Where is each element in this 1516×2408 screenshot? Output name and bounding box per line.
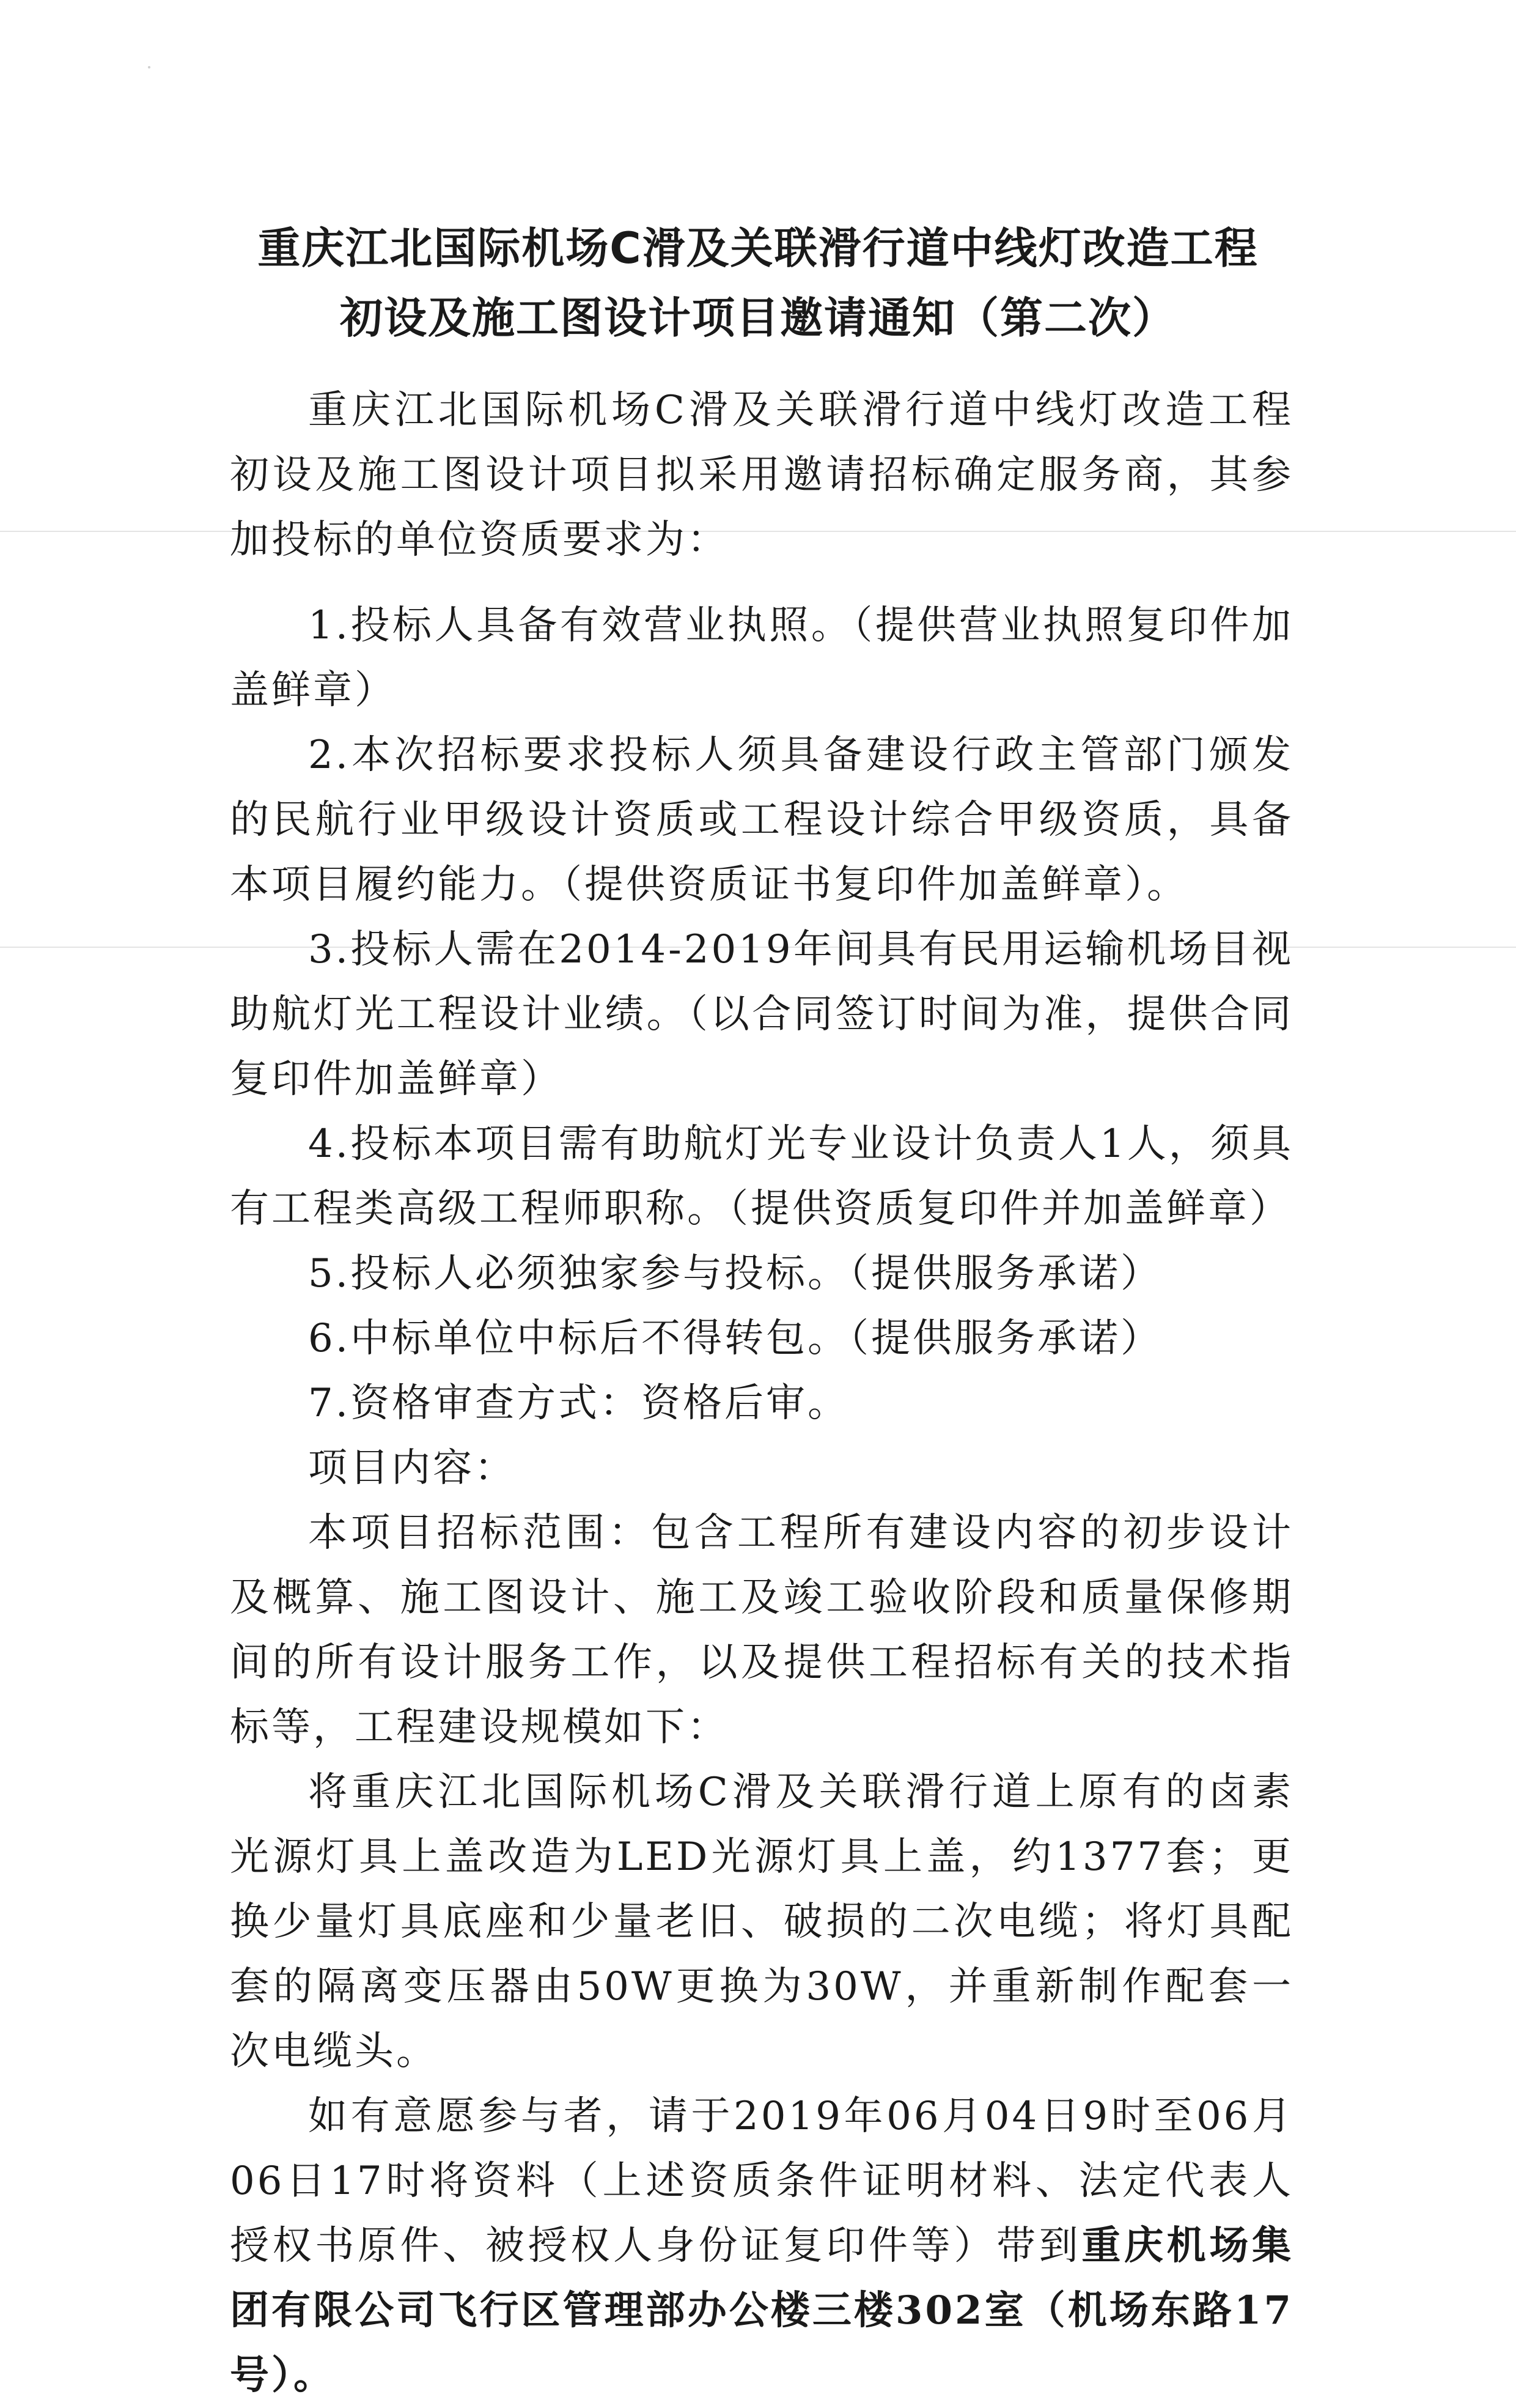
submission-text: 如有意愿参与者，请于2019年06月04日9时至06月06日17时将资料（上述资质条件证明材料、法定代表人授权书原件、被授权人身份证复印件等）带到 bbox=[230, 2094, 1293, 2269]
project-content-heading: 项目内容： bbox=[308, 1446, 516, 1491]
requirement-3: 3.投标人需在2014-2019年间具有民用运输机场目视助航灯光工程设计业绩。（以合同签订时间为准，提供合同复印件加盖鲜章） bbox=[230, 927, 1293, 1102]
scan-artifact-dot bbox=[148, 66, 150, 68]
intro-paragraph: 重庆江北国际机场C滑及关联滑行道中线灯改造工程初设及施工图设计项目拟采用邀请招标确定服务商，其参加投标的单位资质要求为： bbox=[230, 388, 1293, 563]
document-body bbox=[230, 378, 1293, 2408]
submission-paragraph bbox=[230, 2084, 1293, 2408]
requirement-5: 5.投标人必须独家参与投标。（提供服务承诺） bbox=[308, 1251, 1163, 1296]
requirement-1: 1.投标人具备有效营业执照。（提供营业执照复印件加盖鲜章） bbox=[230, 603, 1293, 713]
scale-paragraph: 将重庆江北国际机场C滑及关联滑行道上原有的卤素光源灯具上盖改造为LED光源灯具上盖，约1377套；更换少量灯具底座和少量老旧、破损的二次电缆；将灯具配套的隔离变压器由50W更换为30W，并重新制作配套一次电缆头。 bbox=[230, 1770, 1293, 2074]
document-title-line-1: 重庆江北国际机场C滑及关联滑行道中线灯改造工程 bbox=[257, 223, 1259, 273]
scope-paragraph: 本项目招标范围：包含工程所有建设内容的初步设计及概算、施工图设计、施工及竣工验收阶段和质量保修期间的所有设计服务工作，以及提供工程招标有关的技术指标等，工程建设规模如下： bbox=[230, 1510, 1293, 1750]
requirement-7: 7.资格审查方式：资格后审。 bbox=[308, 1381, 850, 1426]
requirement-4: 4.投标本项目需有助航灯光专业设计负责人1人，须具有工程类高级工程师职称。（提供资质复印件并加盖鲜章） bbox=[230, 1121, 1293, 1232]
requirement-2: 2.本次招标要求投标人须具备建设行政主管部门颁发的民航行业甲级设计资质或工程设计综合甲级资质，具备本项目履约能力。（提供资质证书复印件加盖鲜章）。 bbox=[230, 733, 1293, 907]
document-title-line-2: 初设及施工图设计项目邀请通知（第二次） bbox=[340, 293, 1176, 343]
submission-location: 重庆机场集团有限公司飞行区管理部办公楼三楼302室（机场东路17号）。 bbox=[230, 2223, 1294, 2398]
requirement-6: 6.中标单位中标后不得转包。（提供服务承诺） bbox=[308, 1316, 1163, 1361]
